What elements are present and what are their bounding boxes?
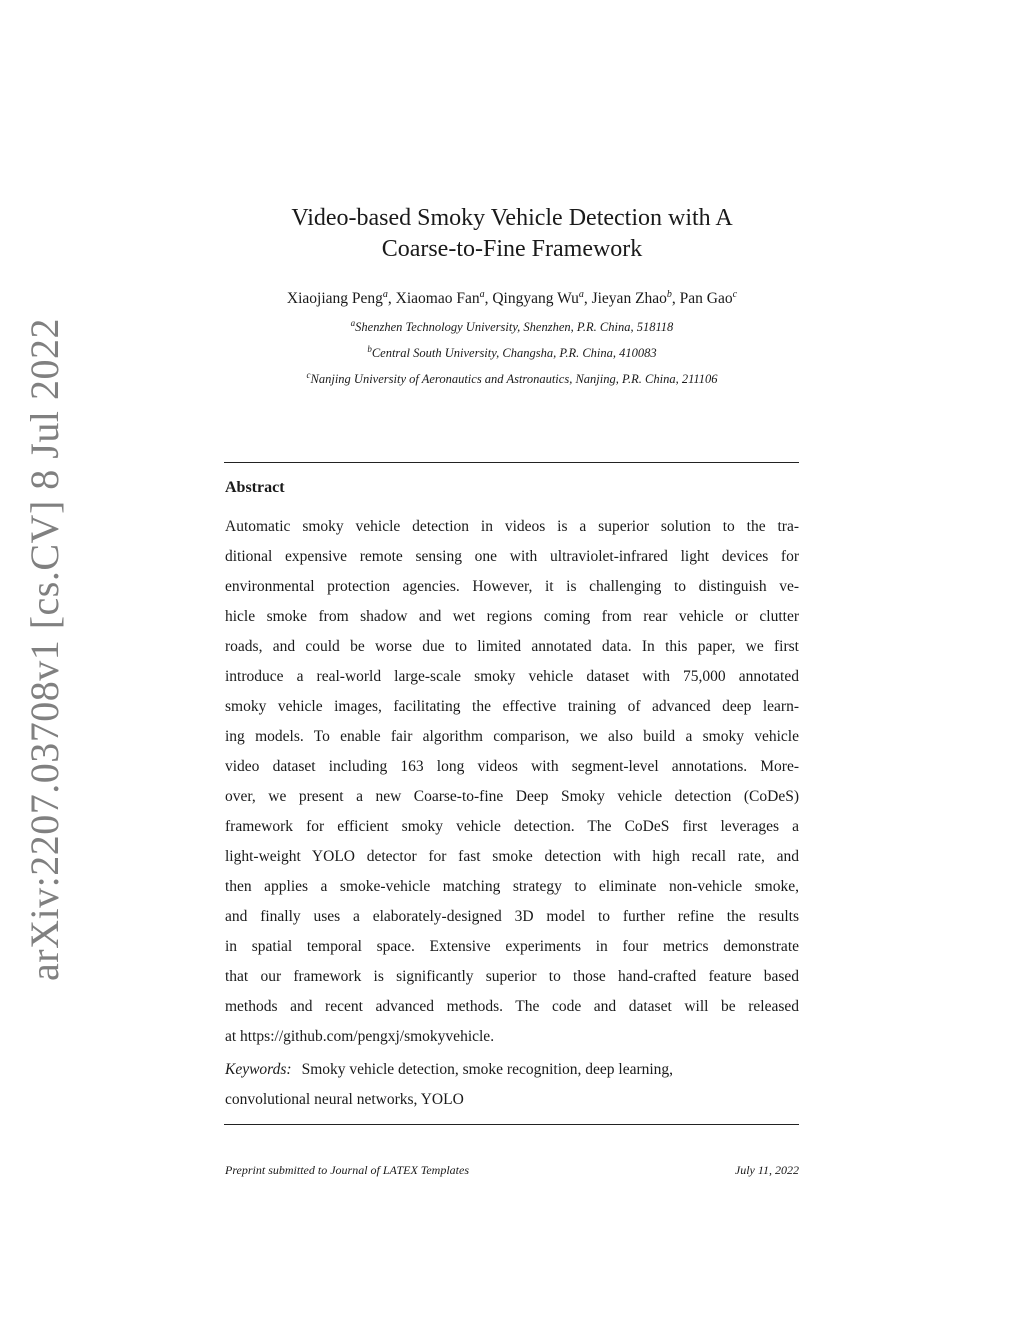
author-list	[162, 289, 862, 308]
arxiv-identifier-text: arXiv:2207.03708v1 [cs.CV] 8 Jul 2022	[21, 317, 67, 981]
affiliation-text: Nanjing University of Aeronautics and Astronautics, Nanjing, P.R. China, 211106	[310, 372, 718, 387]
paper-title-line-1: Video-based Smoky Vehicle Detection with A	[291, 205, 733, 231]
abstract-line: ing models. To enable fair algorithm comparison, we also build a smoky vehicle	[225, 728, 799, 745]
paper-title	[212, 203, 812, 265]
author-name: Xiaomao Fan	[395, 290, 480, 308]
page-footer	[225, 1163, 799, 1178]
abstract-line: framework for efficient smoky vehicle detection. The CoDeS first leverages a	[225, 818, 799, 835]
author-affiliation-mark: a	[479, 289, 485, 300]
abstract-top-rule	[224, 462, 799, 463]
author-name: Jieyan Zhao	[591, 290, 667, 308]
abstract-line: roads, and could be worse due to limited annotated data. In this paper, we first	[225, 638, 799, 655]
affiliation-text: Shenzhen Technology University, Shenzhen, P.R. China, 518118	[355, 320, 674, 335]
keywords-label: Keywords:	[225, 1061, 292, 1078]
author-affiliation-mark: c	[732, 289, 738, 300]
paper-title-line-2: Coarse-to-Fine Framework	[381, 236, 643, 262]
abstract-line: that our framework is significantly superior to those hand-crafted feature based	[225, 968, 799, 985]
affiliation-text: Central South University, Changsha, P.R. China, 410083	[371, 346, 657, 361]
arxiv-identifier	[14, 317, 74, 981]
abstract-line: hicle smoke from shadow and wet regions coming from rear vehicle or clutter	[225, 608, 799, 625]
abstract-line: methods and recent advanced methods. The code and dataset will be released	[225, 998, 799, 1015]
footer-preprint-note: Preprint submitted to Journal of LATEX Templates	[225, 1163, 470, 1177]
footer-date: July 11, 2022	[734, 1163, 799, 1177]
author-affiliation-mark: b	[666, 289, 672, 300]
author-separator: ,	[671, 290, 680, 308]
abstract-line: introduce a real-world large-scale smoky vehicle dataset with 75,000 annotated	[225, 668, 799, 685]
affiliation-mark: b	[367, 344, 372, 354]
affiliation-mark: c	[306, 370, 311, 380]
abstract-bottom-rule	[224, 1124, 799, 1125]
abstract-line: light-weight YOLO detector for fast smoke detection with high recall rate, and	[225, 848, 799, 865]
abstract-line: ditional expensive remote sensing one with ultraviolet-infrared light devices for	[225, 548, 799, 565]
abstract-line: and finally uses a elaborately-designed 3D model to further refine the results	[225, 908, 799, 925]
abstract-body	[225, 516, 799, 1056]
keywords-line-1	[225, 1059, 799, 1089]
abstract-line: in spatial temporal space. Extensive experiments in four metrics demonstrate	[225, 938, 799, 955]
affiliation-mark: a	[350, 318, 356, 328]
keywords-text: Smoky vehicle detection, smoke recognition, deep learning,	[301, 1061, 674, 1078]
author-affiliation-mark: a	[578, 289, 584, 300]
abstract-line: then applies a smoke-vehicle matching strategy to eliminate non-vehicle smoke,	[225, 878, 799, 895]
abstract-line: over, we present a new Coarse-to-fine Deep Smoky vehicle detection (CoDeS)	[225, 788, 799, 805]
affiliation-b	[162, 344, 862, 361]
abstract-line: Automatic smoky vehicle detection in videos is a superior solution to the tra-	[225, 518, 799, 535]
keywords-line-2: convolutional neural networks, YOLO	[225, 1091, 464, 1108]
author-name: Pan Gao	[679, 290, 733, 308]
abstract-line: environmental protection agencies. However, it is challenging to distinguish ve-	[225, 578, 799, 595]
abstract-line: video dataset including 163 long videos with segment-level annotations. More-	[225, 758, 799, 775]
author-name: Qingyang Wu	[492, 290, 579, 308]
abstract-line: at https://github.com/pengxj/smokyvehicle.	[225, 1028, 495, 1045]
affiliation-c	[162, 370, 862, 387]
abstract-heading: Abstract	[225, 479, 285, 496]
author-separator: ,	[484, 290, 493, 308]
author-name: Xiaojiang Peng	[286, 290, 383, 308]
author-separator: ,	[583, 290, 592, 308]
author-separator: ,	[387, 290, 396, 308]
affiliation-a	[162, 318, 862, 335]
keywords	[225, 1059, 799, 1119]
author-affiliation-mark: a	[382, 289, 388, 300]
abstract-line: smoky vehicle images, facilitating the effective training of advanced deep learn-	[225, 698, 799, 715]
